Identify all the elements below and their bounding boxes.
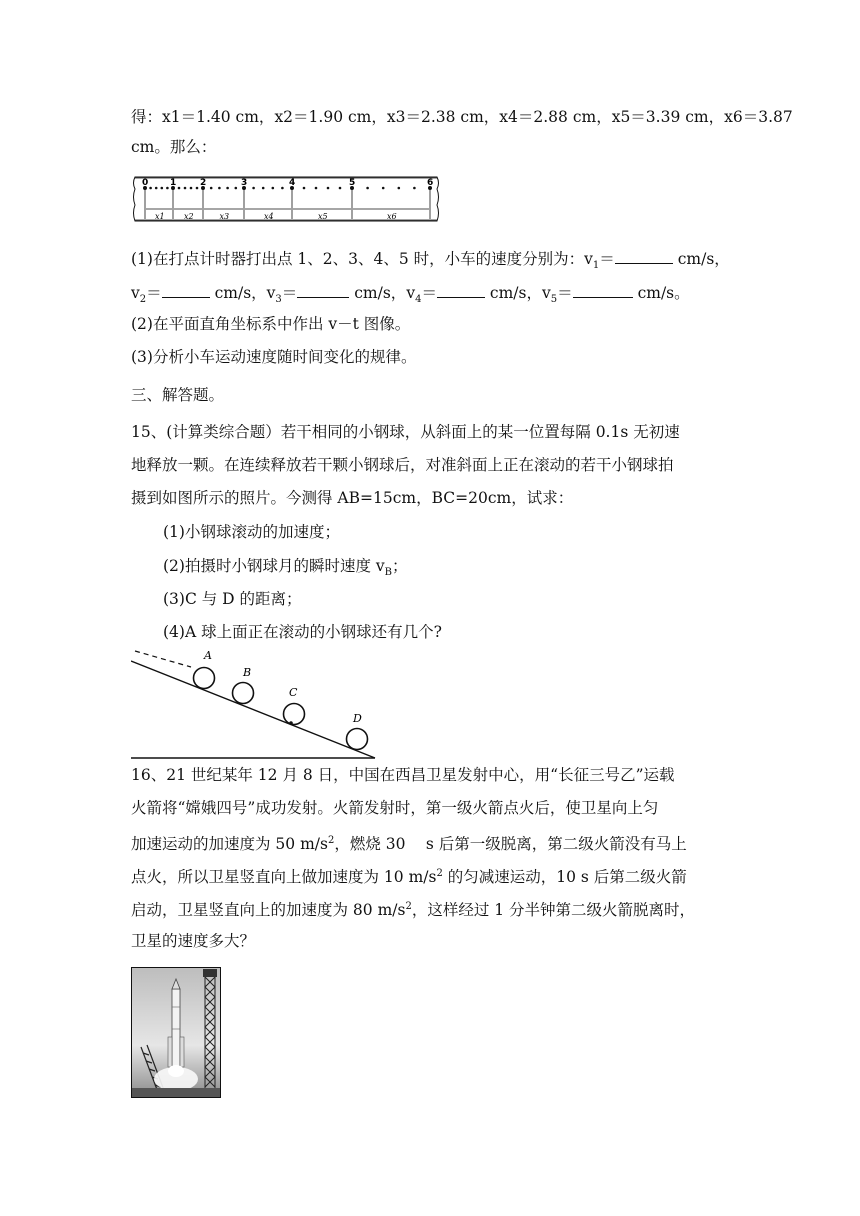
answer-blank-v4[interactable] <box>437 282 485 298</box>
unit-label-end: cm/s。 <box>637 284 690 302</box>
section-heading: 三、解答题。 <box>131 386 225 404</box>
tape-dot <box>218 187 221 190</box>
equals: ＝ <box>281 284 298 302</box>
q16-line3-text: 加速运动的加速度为 50 m/s <box>131 835 328 854</box>
tape-dot <box>178 187 181 190</box>
q15-line3: 摄到如图所示的照片。今测得 AB=15cm，BC=20cm，试求： <box>131 489 574 507</box>
tape-point-label-0: 0 <box>142 178 149 188</box>
tape-dot <box>210 187 213 190</box>
subscript-5: 5 <box>550 294 558 306</box>
tape-dot <box>315 187 318 190</box>
ball-b <box>233 683 254 704</box>
q15-sub2-end: ； <box>392 557 408 575</box>
tape-point-label-5: 5 <box>349 178 356 188</box>
measurement-line <box>131 107 793 127</box>
segment-label-6: x6 <box>387 212 397 221</box>
q16-line5 <box>131 897 731 920</box>
x5-value: x5＝3.39 cm， <box>611 108 725 126</box>
tape-dot <box>252 187 255 190</box>
v2-label: v <box>131 284 140 302</box>
tape-dot <box>382 187 385 190</box>
unit-label: cm/s， <box>354 284 407 302</box>
q16-line3-rest: ，燃烧 30 s 后第一级脱离，第二级火箭没有马上 <box>334 835 687 854</box>
q15-sub2-text: (2)拍摄时小钢球月的瞬时速度 v <box>163 557 385 575</box>
tape-dot <box>413 187 416 190</box>
v3-label: v <box>266 284 276 302</box>
q15-sub1: (1)小钢球滚动的加速度； <box>163 523 340 541</box>
tape-dot <box>184 187 187 190</box>
q16-line2: 火箭将“嫦娥四号”成功发射。火箭发射时，第一级火箭点火后，使卫星向上匀 <box>131 799 659 817</box>
tape-dot <box>262 187 265 190</box>
x1-value: x1＝1.40 cm， <box>162 108 275 126</box>
q15-line1: 15、(计算类综合题）若干相同的小钢球，从斜面上的某一位置每隔 0.1s 无初速 <box>131 423 680 441</box>
tape-point-label-1: 1 <box>170 178 177 188</box>
answer-blank-v2[interactable] <box>162 282 210 298</box>
tape-dot <box>366 187 369 190</box>
tape-dot <box>161 187 164 190</box>
tape-dot <box>272 187 275 190</box>
tape-point-label-2: 2 <box>200 178 207 188</box>
q15-sub4: (4)A 球上面正在滚动的小钢球还有几个? <box>163 623 442 641</box>
tape-dot <box>235 187 238 190</box>
tape-dot <box>166 187 169 190</box>
subscript-b: B <box>384 567 392 579</box>
tape-dot <box>155 187 158 190</box>
ball-c <box>284 704 305 725</box>
segment-label-2: x2 <box>184 212 194 221</box>
v5-label: v <box>541 284 551 302</box>
ball-d <box>347 729 368 750</box>
measurement-line-2: cm。那么： <box>131 138 217 156</box>
segment-label-3: x3 <box>219 212 230 221</box>
q14-part2: (2)在平面直角坐标系中作出 v－t 图像。 <box>131 315 411 333</box>
subscript-2: 2 <box>139 294 147 306</box>
q14-part1-line1 <box>131 248 731 276</box>
slope-figure <box>131 645 381 760</box>
q16-line3 <box>131 831 731 854</box>
ticker-tape-figure <box>131 175 441 227</box>
q16-line4-text: 点火，所以卫星竖直向上做加速度为 10 m/s <box>131 868 437 887</box>
tape-point-label-6: 6 <box>427 178 434 188</box>
segment-label-1: x1 <box>155 212 165 221</box>
subscript-4: 4 <box>415 294 422 306</box>
ball-label-b: B <box>243 666 252 679</box>
equals: ＝ <box>146 284 162 302</box>
incline-line <box>131 661 375 758</box>
segment-label-4: x4 <box>264 212 274 221</box>
q15-sub2 <box>163 556 763 583</box>
text-prefix: 得： <box>131 108 163 126</box>
v4-label: v <box>406 284 416 302</box>
q16-line5-text: 启动，卫星竖直向上的加速度为 80 m/s <box>131 901 406 920</box>
tape-dot <box>398 187 401 190</box>
q14-part1-line2 <box>131 282 731 310</box>
answer-blank-v1[interactable] <box>615 248 673 264</box>
q14-part3: (3)分析小车运动速度随时间变化的规律。 <box>131 348 417 366</box>
subscript-3: 3 <box>275 294 282 306</box>
ball-a <box>194 668 215 689</box>
q15-sub3: (3)C 与 D 的距离； <box>163 590 302 608</box>
segment-label-5: x5 <box>318 212 328 221</box>
tape-dot <box>281 187 284 190</box>
x2-value: x2＝1.90 cm， <box>274 108 387 126</box>
x3-value: x3＝2.38 cm， <box>386 108 500 126</box>
ball-label-d: D <box>353 712 362 725</box>
unit-label: cm/s， <box>214 284 267 302</box>
x4-value: x4＝2.88 cm， <box>499 108 612 126</box>
subscript-1: 1 <box>592 260 600 272</box>
tape-dot <box>190 187 193 190</box>
answer-blank-v3[interactable] <box>297 282 349 298</box>
q16-line5-rest: ，这样经过 1 分半钟第二级火箭脱离时， <box>411 901 696 920</box>
tape-dot <box>303 187 306 190</box>
tape-point-label-3: 3 <box>241 178 248 188</box>
answer-blank-v5[interactable] <box>573 282 633 298</box>
ball-label-a: A <box>204 649 212 662</box>
x6-value: x6＝3.87 <box>724 108 793 126</box>
dashed-incline <box>135 651 191 667</box>
ball-label-c: C <box>289 686 298 699</box>
q15-line2: 地释放一颗。在连续释放若干颗小钢球后，对准斜面上正在滚动的若干小钢球拍 <box>131 456 674 474</box>
equals: ＝ <box>599 250 615 268</box>
superscript-2: 2 <box>436 868 443 879</box>
tape-dot <box>339 187 342 190</box>
tape-dot <box>149 187 152 190</box>
equals: ＝ <box>421 284 437 302</box>
tape-dot <box>196 187 199 190</box>
superscript-2: 2 <box>405 901 412 912</box>
superscript-2: 2 <box>327 835 335 846</box>
unit-label: cm/s， <box>677 250 730 268</box>
tape-point-label-4: 4 <box>289 178 296 188</box>
q16-line1: 16、21 世纪某年 12 月 8 日，中国在西昌卫星发射中心，用“长征三号乙”运载 <box>131 766 675 784</box>
rocket-launch-photo <box>131 967 221 1098</box>
tape-dot <box>327 187 330 190</box>
q16-line4-rest: 的匀减速运动，10 s 后第二级火箭 <box>442 868 687 887</box>
tape-dot <box>226 187 229 190</box>
q16-line4 <box>131 864 731 887</box>
equals: ＝ <box>557 284 573 302</box>
unit-label: cm/s， <box>489 284 542 302</box>
q14-part1-text: (1)在打点计时器打出点 1、2、3、4、5 时，小车的速度分别为：v <box>131 250 593 268</box>
q16-line6: 卫星的速度多大？ <box>131 932 256 950</box>
